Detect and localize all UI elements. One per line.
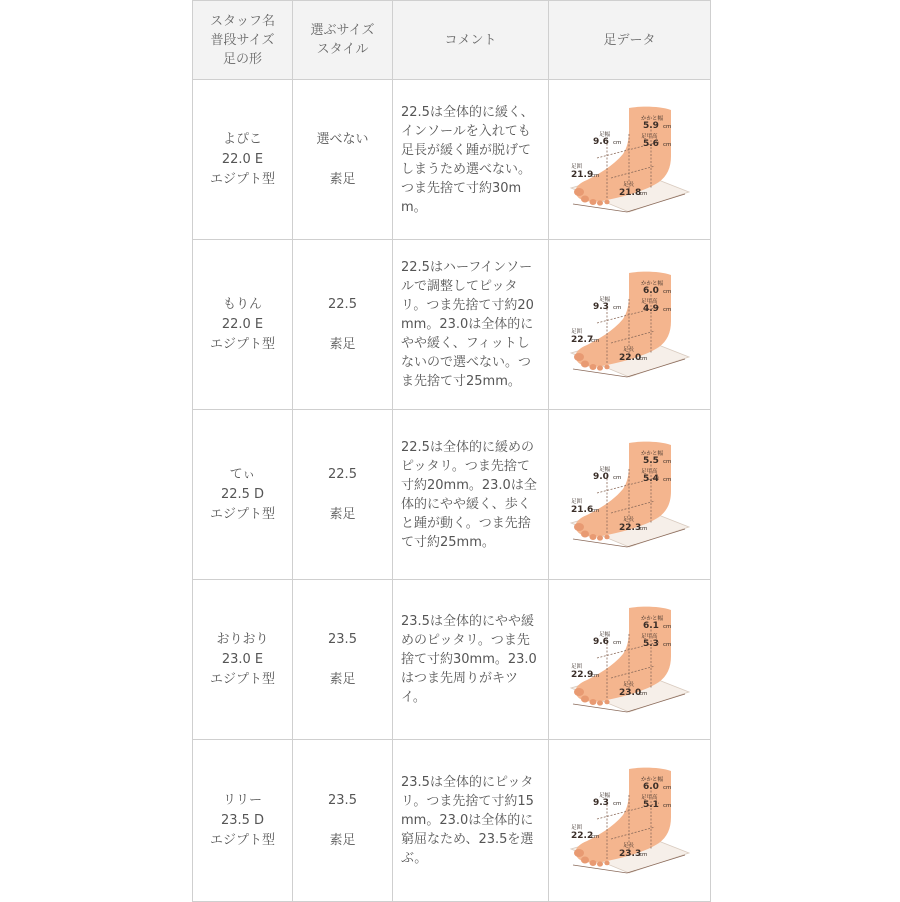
instep-height-unit: cm bbox=[663, 641, 672, 648]
foot-length-value: 22.0 bbox=[619, 352, 642, 363]
foot-width-unit: cm bbox=[613, 474, 622, 481]
foot-girth-value: 22.9 bbox=[571, 669, 594, 680]
foot-girth-label: 足囲 bbox=[571, 328, 583, 335]
instep-height-unit: cm bbox=[663, 476, 672, 483]
choice-cell bbox=[293, 580, 393, 740]
foot-width-label: 足幅 bbox=[599, 131, 611, 138]
foot-width-value: 9.6 bbox=[593, 636, 609, 647]
foot-length-unit: cm bbox=[639, 355, 648, 362]
foot-length-value: 21.8 bbox=[619, 187, 642, 198]
foot-shape: エジプト型 bbox=[209, 506, 275, 522]
comment-cell: 22.5はハーフインソールで調整してピッタリ。つま先捨て寸約20mm。23.0は全体的にやや緩く、フィットしないので選べない。つま先捨て寸25mm。 bbox=[393, 240, 549, 410]
foot-girth-value: 21.6 bbox=[571, 504, 594, 515]
style: 素足 bbox=[329, 833, 356, 848]
instep-height-value: 4.9 bbox=[643, 303, 659, 314]
foot-width-value: 9.3 bbox=[593, 797, 609, 808]
heel-width-label: かかと幅 bbox=[641, 615, 664, 622]
usual-size: 23.5 D bbox=[220, 812, 265, 828]
foot-shape: エジプト型 bbox=[209, 171, 275, 187]
style: 素足 bbox=[329, 672, 356, 687]
table-row bbox=[193, 580, 711, 740]
foot-width-value: 9.0 bbox=[593, 471, 609, 482]
staff-cell bbox=[193, 410, 293, 580]
usual-size: 22.0 E bbox=[221, 316, 264, 332]
comment-cell: 22.5は全体的に緩めのピッタリ。つま先捨て寸約20mm。23.0は全体的にやや緩く、歩くと踵が動く。つま先捨て寸約25mm。 bbox=[393, 410, 549, 580]
header-staff bbox=[193, 1, 293, 80]
chosen-size: 22.5 bbox=[328, 467, 357, 482]
foot-diagram bbox=[567, 271, 692, 379]
foot-length-label: 足長 bbox=[623, 181, 635, 188]
foot-diagram bbox=[567, 441, 692, 549]
table-row bbox=[193, 80, 711, 240]
instep-height-label: 足甲高 bbox=[641, 468, 658, 475]
foot-diagram bbox=[567, 606, 692, 714]
foot-diagram bbox=[567, 767, 692, 875]
heel-width-value: 5.9 bbox=[643, 120, 659, 131]
foot-data-cell bbox=[549, 580, 711, 740]
foot-width-label: 足幅 bbox=[599, 792, 611, 799]
foot-data-cell bbox=[549, 740, 711, 902]
foot-length-unit: cm bbox=[639, 851, 648, 858]
foot-width-value: 9.6 bbox=[593, 136, 609, 147]
usual-size: 22.0 E bbox=[221, 151, 264, 167]
foot-shape: エジプト型 bbox=[209, 832, 275, 848]
style: 素足 bbox=[329, 337, 356, 352]
foot-width-unit: cm bbox=[613, 639, 622, 646]
foot-girth-unit: cm bbox=[591, 507, 600, 514]
foot-girth-unit: cm bbox=[591, 672, 600, 679]
foot-length-value: 23.0 bbox=[619, 687, 642, 698]
foot-length-unit: cm bbox=[639, 190, 648, 197]
usual-size: 23.0 E bbox=[221, 651, 264, 667]
foot-girth-value: 22.7 bbox=[571, 334, 594, 345]
foot-girth-unit: cm bbox=[591, 337, 600, 344]
choice-cell bbox=[293, 240, 393, 410]
instep-height-unit: cm bbox=[663, 141, 672, 148]
heel-width-label: かかと幅 bbox=[641, 280, 664, 287]
chosen-size: 23.5 bbox=[328, 632, 357, 647]
foot-shape: エジプト型 bbox=[209, 336, 275, 352]
staff-cell bbox=[193, 580, 293, 740]
heel-width-unit: cm bbox=[663, 288, 672, 295]
comment-cell: 22.5は全体的に緩く、インソールを入れても足長が緩く踵が脱げてしまうため選べない。つま先捨て寸約30mm。 bbox=[393, 80, 549, 240]
foot-width-label: 足幅 bbox=[599, 466, 611, 473]
foot-girth-label: 足囲 bbox=[571, 663, 583, 670]
instep-height-value: 5.3 bbox=[643, 638, 659, 649]
staff-cell bbox=[193, 80, 293, 240]
heel-width-value: 6.1 bbox=[643, 620, 659, 631]
foot-length-label: 足長 bbox=[623, 842, 635, 849]
foot-width-label: 足幅 bbox=[599, 631, 611, 638]
heel-width-value: 6.0 bbox=[643, 781, 659, 792]
foot-girth-label: 足囲 bbox=[571, 498, 583, 505]
table-header-row bbox=[193, 1, 711, 80]
header-foot-data: 足データ bbox=[549, 1, 711, 80]
choice-cell bbox=[293, 410, 393, 580]
table-row bbox=[193, 410, 711, 580]
header-comment: コメント bbox=[393, 1, 549, 80]
header-staff-name: スタッフ名 bbox=[209, 13, 275, 29]
foot-data-cell bbox=[549, 410, 711, 580]
instep-height-label: 足甲高 bbox=[641, 794, 658, 801]
heel-width-unit: cm bbox=[663, 123, 672, 130]
heel-width-value: 5.5 bbox=[643, 455, 659, 466]
heel-width-label: かかと幅 bbox=[641, 776, 664, 783]
foot-length-unit: cm bbox=[639, 525, 648, 532]
foot-girth-value: 21.9 bbox=[571, 169, 594, 180]
choice-cell bbox=[293, 740, 393, 902]
staff-name: リリー bbox=[222, 792, 262, 808]
staff-name: もりん bbox=[222, 296, 262, 312]
foot-data-cell bbox=[549, 240, 711, 410]
foot-data-cell bbox=[549, 80, 711, 240]
style: 素足 bbox=[329, 507, 356, 522]
foot-length-unit: cm bbox=[639, 690, 648, 697]
chosen-size: 23.5 bbox=[328, 793, 357, 808]
foot-girth-value: 22.2 bbox=[571, 830, 594, 841]
comment-cell: 23.5は全体的にやや緩めのピッタリ。つま先捨て寸約30mm。23.0はつま先周りがキツイ。 bbox=[393, 580, 549, 740]
foot-width-unit: cm bbox=[613, 139, 622, 146]
foot-girth-unit: cm bbox=[591, 833, 600, 840]
instep-height-unit: cm bbox=[663, 306, 672, 313]
style: 素足 bbox=[329, 172, 356, 187]
usual-size: 22.5 D bbox=[220, 486, 265, 502]
staff-name: おりおり bbox=[216, 631, 269, 647]
chosen-size: 選べない bbox=[316, 132, 369, 147]
foot-girth-label: 足囲 bbox=[571, 163, 583, 170]
comment-cell: 23.5は全体的にピッタリ。つま先捨て寸約15mm。23.0は全体的に窮屈なため、23.5を選ぶ。 bbox=[393, 740, 549, 902]
foot-girth-unit: cm bbox=[591, 172, 600, 179]
instep-height-value: 5.1 bbox=[643, 799, 659, 810]
heel-width-label: かかと幅 bbox=[641, 115, 664, 122]
foot-length-label: 足長 bbox=[623, 681, 635, 688]
heel-width-unit: cm bbox=[663, 784, 672, 791]
staff-name: よぴこ bbox=[222, 131, 262, 147]
instep-height-label: 足甲高 bbox=[641, 133, 658, 140]
table-row bbox=[193, 240, 711, 410]
instep-height-unit: cm bbox=[663, 802, 672, 809]
instep-height-value: 5.6 bbox=[643, 138, 659, 149]
foot-width-value: 9.3 bbox=[593, 301, 609, 312]
header-foot-shape: 足の形 bbox=[222, 51, 262, 67]
foot-diagram bbox=[567, 106, 692, 214]
instep-height-value: 5.4 bbox=[643, 473, 659, 484]
foot-length-label: 足長 bbox=[623, 516, 635, 523]
instep-height-label: 足甲高 bbox=[641, 298, 658, 305]
chosen-size: 22.5 bbox=[328, 297, 357, 312]
heel-width-unit: cm bbox=[663, 623, 672, 630]
instep-height-label: 足甲高 bbox=[641, 633, 658, 640]
staff-cell bbox=[193, 240, 293, 410]
staff-name: てぃ bbox=[229, 466, 256, 482]
header-chosen-size: 選ぶサイズ bbox=[310, 23, 375, 38]
staff-cell bbox=[193, 740, 293, 902]
foot-length-value: 23.3 bbox=[619, 848, 642, 859]
heel-width-label: かかと幅 bbox=[641, 450, 664, 457]
foot-shape: エジプト型 bbox=[209, 671, 275, 687]
foot-length-label: 足長 bbox=[623, 346, 635, 353]
foot-width-label: 足幅 bbox=[599, 296, 611, 303]
heel-width-value: 6.0 bbox=[643, 285, 659, 296]
foot-width-unit: cm bbox=[613, 304, 622, 311]
foot-girth-label: 足囲 bbox=[571, 824, 583, 831]
heel-width-unit: cm bbox=[663, 458, 672, 465]
choice-cell bbox=[293, 80, 393, 240]
staff-size-table bbox=[192, 0, 711, 902]
header-choice bbox=[293, 1, 393, 80]
foot-width-unit: cm bbox=[613, 800, 622, 807]
foot-length-value: 22.3 bbox=[619, 522, 642, 533]
table-row bbox=[193, 740, 711, 902]
header-style: スタイル bbox=[316, 42, 369, 57]
header-usual-size: 普段サイズ bbox=[210, 32, 275, 48]
